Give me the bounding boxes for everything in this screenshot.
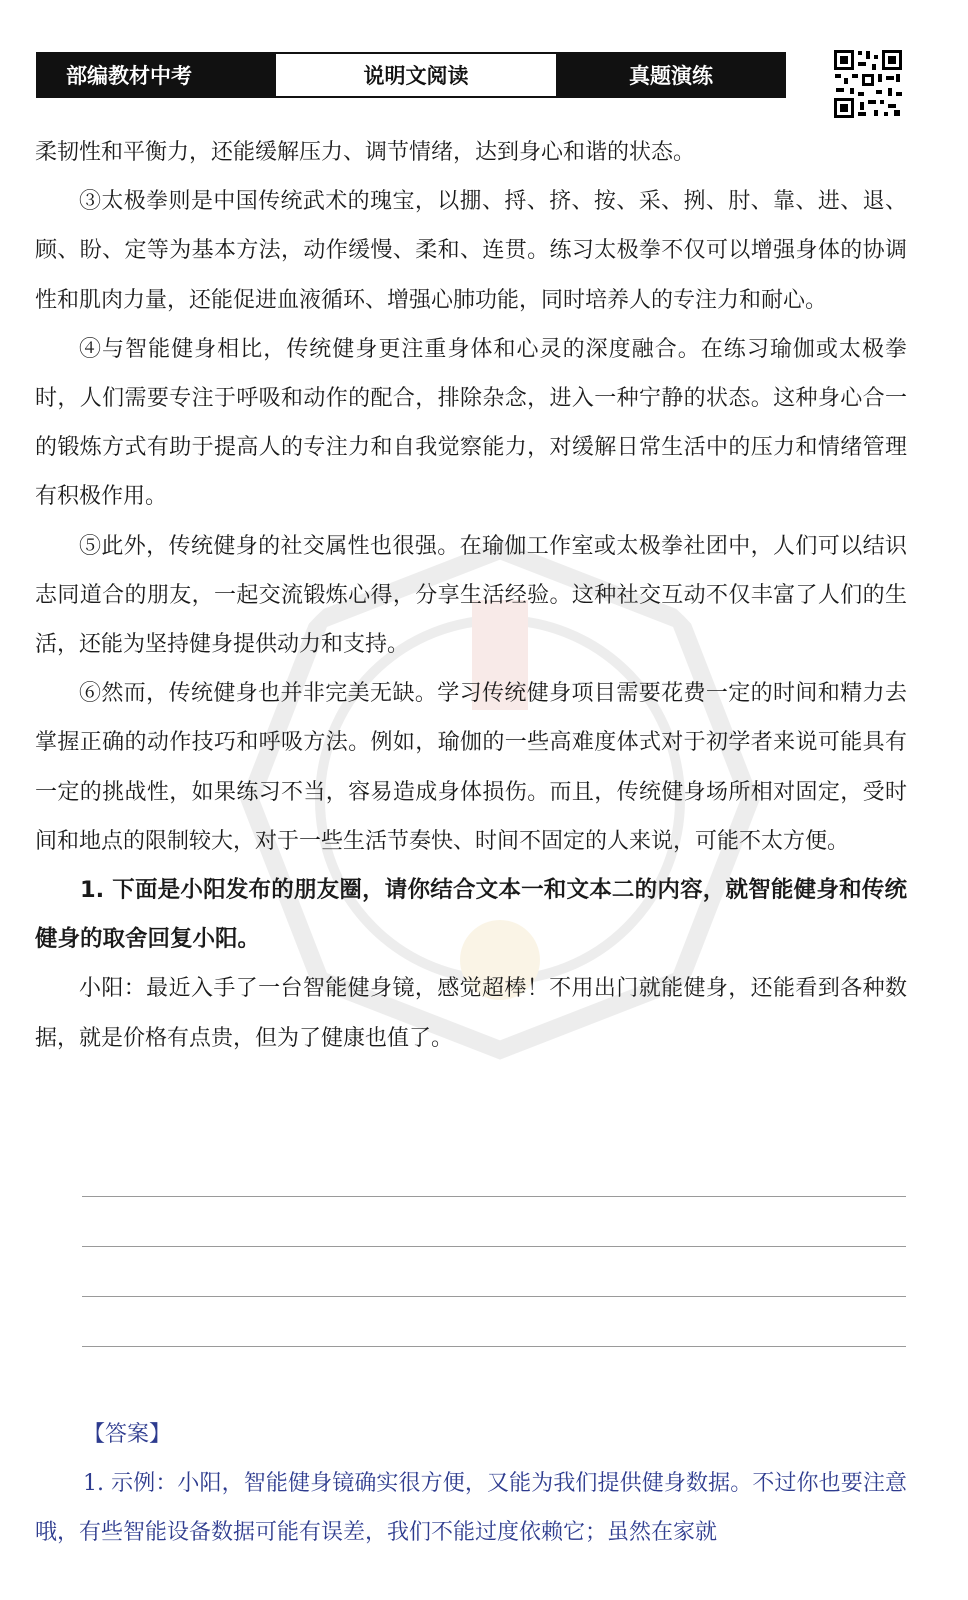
paragraph-6: ⑥然而，传统健身也并非完美无缺。学习传统健身项目需要花费一定的时间和精力去掌握正确的动作技巧和呼吸方法。例如，瑜伽的一些高难度体式对于初学者来说可能具有一定的挑战性，如果练习不当，容易造成身体损伤。而且，传统健身场所相对固定，受时间和地点的限制较大，对于一些生活节奏快、时间不固定的人来说，可能不太方便。 (35, 681, 907, 854)
answer-heading: 【答案】 (83, 1422, 172, 1447)
paragraph-5: ⑤此外，传统健身的社交属性也很强。在瑜伽工作室或太极拳社团中，人们可以结识志同道合的朋友，一起交流锻炼心得，分享生活经验。这种社交互动不仅丰富了人们的生活，还能为坚持健身提供动力和支持。 (35, 533, 907, 658)
paragraph-3: ③太极拳则是中国传统武术的瑰宝，以掤、捋、挤、按、采、挒、肘、靠、进、退、顾、盼、定等为基本方法，动作缓慢、柔和、连贯。练习太极拳不仅可以增强身体的协调性和肌肉力量，还能促进血液循环、增强心肺功能，同时培养人的专注力和耐心。 (35, 189, 907, 313)
writing-line (82, 1296, 906, 1297)
paragraph-4: ④与智能健身相比，传统健身更注重身体和心灵的深度融合。在练习瑜伽或太极拳时，人们需要专注于呼吸和动作的配合，排除杂念，进入一种宁静的状态。这种身心合一的锻炼方式有助于提高人的专注力和自我觉察能力，对缓解日常生活中的压力和情绪管理有积极作用。 (35, 336, 907, 510)
writing-line (82, 1246, 906, 1247)
header-bar (36, 52, 786, 98)
question-prompt: 1. 下面是小阳发布的朋友圈，请你结合文本一和文本二的内容，就智能健身和传统健身的取舍回复小阳。 (35, 877, 907, 953)
answer-writing-lines (82, 1196, 906, 1396)
writing-line (82, 1346, 906, 1347)
passage (35, 128, 907, 1063)
qr-code-icon (832, 48, 904, 120)
answer-text: 1. 示例：小阳，智能健身镜确实很方便，又能为我们提供健身数据。不过你也要注意哦，有些智能设备数据可能有误差，我们不能过度依赖它；虽然在家就 (35, 1471, 907, 1545)
paragraph-continued: 柔韧性和平衡力，还能缓解压力、调节情绪，达到身心和谐的状态。 (35, 140, 696, 165)
question-post: 小阳：最近入手了一台智能健身镜，感觉超棒！不用出门就能健身，还能看到各种数据，就是价格有点贵，但为了健康也值了。 (35, 976, 907, 1051)
header-right-label: 真题演练 (558, 54, 784, 96)
answer-section (35, 1410, 907, 1557)
writing-line (82, 1196, 906, 1197)
header-left-label: 部编教材中考 (38, 54, 274, 96)
header-middle-label: 说明文阅读 (274, 54, 558, 96)
